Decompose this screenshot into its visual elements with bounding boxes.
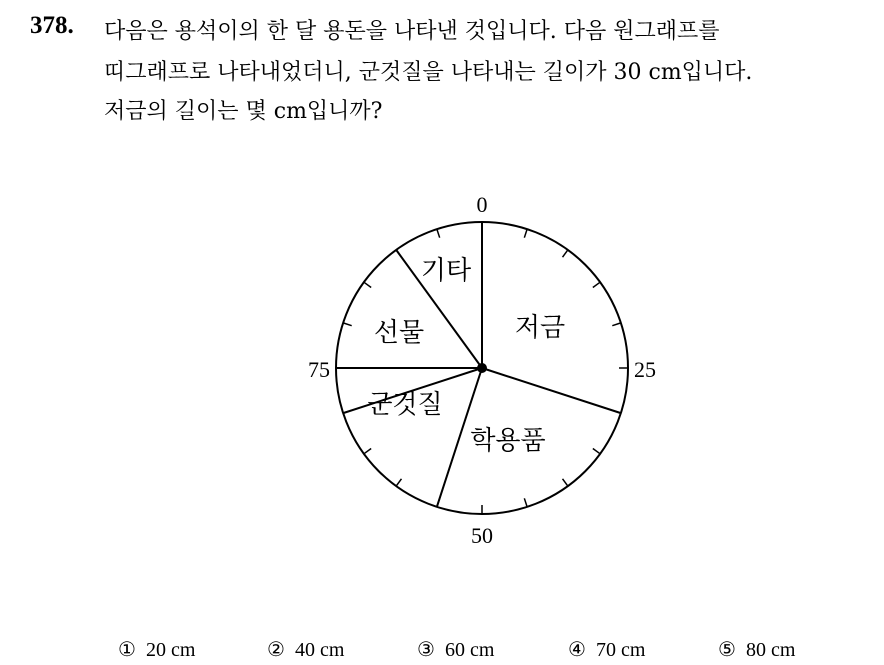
pie-tick [343,323,352,326]
question-number: 378. [30,12,74,39]
choice-3-mark: ③ [417,637,435,661]
choice-4-text: 70 cm [595,639,646,661]
choice-3[interactable] [417,637,494,662]
slice-label-snacks: 군것질 [367,390,443,420]
choice-5[interactable] [718,637,795,662]
scale-label-25: 25 [634,357,656,382]
choice-2-text: 40 cm [294,639,345,661]
choice-1-mark: ① [118,637,136,661]
question-text-line-1: 다음은 용석이의 한 달 용돈을 나타낸 것입니다. 다음 원그래프를 [104,19,720,44]
choice-5-mark: ⑤ [718,637,736,661]
choice-1-text: 20 cm [145,639,196,661]
pie-tick [396,479,401,486]
choice-4-mark: ④ [568,637,586,661]
scale-label-0: 0 [476,192,488,217]
pie-center-dot [477,363,487,373]
choice-1[interactable] [118,637,195,662]
choice-3-text: 60 cm [444,639,495,661]
pie-divider [482,368,621,413]
scale-label-50: 50 [471,523,493,548]
choice-5-text: 80 cm [745,639,796,661]
pie-tick [437,229,440,238]
question-text-line-2: 띠그래프로 나타내었더니, 군것질을 나타내는 길이가 30 cm입니다. [104,60,753,85]
pie-tick [524,229,527,238]
pie-tick [563,250,568,257]
pie-tick [563,479,568,486]
pie-tick [364,449,371,454]
choice-4[interactable] [568,637,645,662]
choice-2[interactable] [267,637,344,662]
question-text-line-3: 저금의 길이는 몇 cm입니까? [104,99,383,124]
pie-tick [593,449,600,454]
pie-tick [524,498,527,507]
pie-tick [364,282,371,287]
answer-choices [0,637,884,665]
slice-label-school-supplies: 학용품 [470,426,546,456]
slice-label-other: 기타 [420,256,472,286]
scale-label-75: 75 [308,357,330,382]
slice-label-gifts: 선물 [373,318,425,348]
pie-tick [593,282,600,287]
choice-2-mark: ② [267,637,285,661]
pie-tick [612,323,621,326]
slice-label-savings: 저금 [514,313,566,343]
